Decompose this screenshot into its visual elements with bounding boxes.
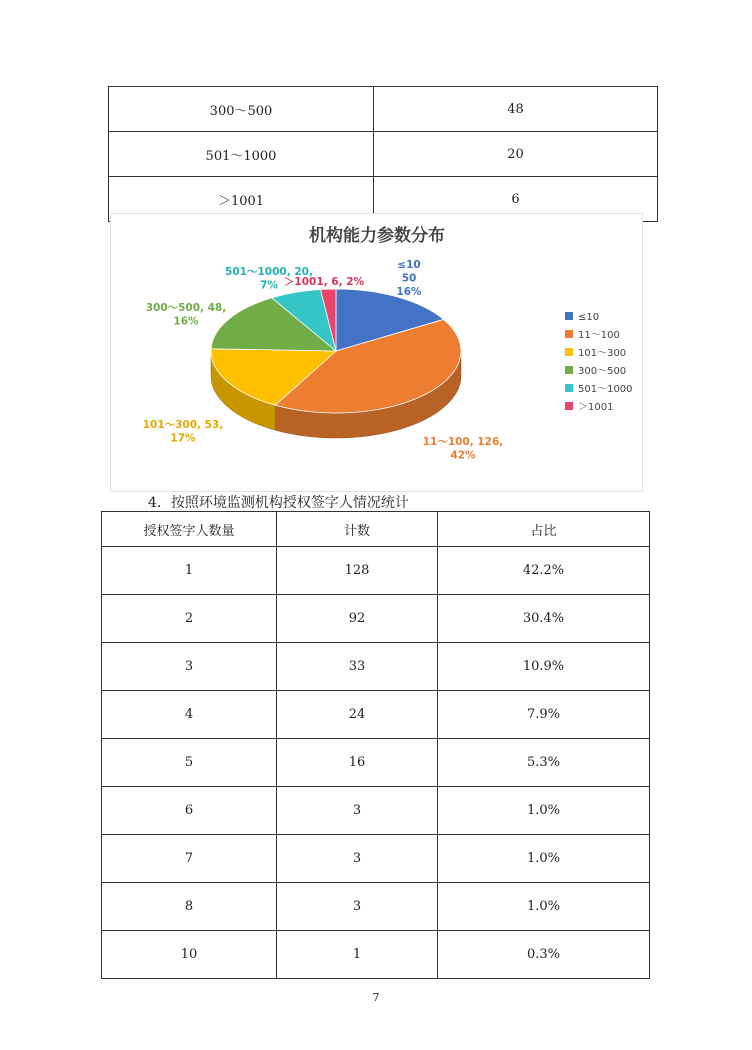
table-row xyxy=(109,132,658,177)
legend-swatch xyxy=(565,348,573,356)
percent-cell: 7.9% xyxy=(438,691,650,739)
percent-cell: 1.0% xyxy=(438,787,650,835)
legend-label: 11～100 xyxy=(578,330,620,341)
legend-label: 101～300 xyxy=(578,348,627,359)
table-row xyxy=(102,595,650,643)
count-cell: 128 xyxy=(277,547,438,595)
legend-swatch xyxy=(565,312,573,320)
percent-cell: 30.4% xyxy=(438,595,650,643)
table-row xyxy=(102,931,650,979)
count-cell: 20 xyxy=(374,132,658,177)
column-header: 授权签字人数量 xyxy=(102,512,277,547)
count-cell: 16 xyxy=(277,739,438,787)
signatory-count-cell: 5 xyxy=(102,739,277,787)
range-cell: 300～500 xyxy=(109,87,374,132)
percent-cell: 1.0% xyxy=(438,883,650,931)
count-cell: 3 xyxy=(277,835,438,883)
count-cell: 3 xyxy=(277,883,438,931)
percent-cell: 1.0% xyxy=(438,835,650,883)
legend-swatch xyxy=(565,402,573,410)
table-row xyxy=(102,643,650,691)
count-cell: 33 xyxy=(277,643,438,691)
legend-label: 501～1000 xyxy=(578,384,633,395)
signatory-count-cell: 10 xyxy=(102,931,277,979)
legend-swatch xyxy=(565,384,573,392)
table-row xyxy=(102,835,650,883)
legend-label: 300～500 xyxy=(578,366,627,377)
signatory-count-cell: 7 xyxy=(102,835,277,883)
page-number: 7 xyxy=(372,991,380,1004)
column-header: 计数 xyxy=(277,512,438,547)
data-label: 501～1000, 20, 7% xyxy=(225,266,313,292)
data-label: ＞1001, 6, 2% xyxy=(283,276,365,288)
count-cell: 3 xyxy=(277,787,438,835)
signatory-count-cell: 4 xyxy=(102,691,277,739)
data-label: 11～100, 126, 42% xyxy=(422,436,504,462)
data-label: 300～500, 48, 16% xyxy=(145,302,227,328)
column-header: 占比 xyxy=(438,512,650,547)
pie-chart xyxy=(111,214,642,491)
count-cell: 92 xyxy=(277,595,438,643)
count-cell: 6 xyxy=(374,177,658,222)
count-cell: 1 xyxy=(277,931,438,979)
institution-range-table xyxy=(108,86,658,222)
range-cell: ＞1001 xyxy=(109,177,374,222)
percent-cell: 42.2% xyxy=(438,547,650,595)
section-heading: 4．按照环境监测机构授权签字人情况统计 xyxy=(148,495,409,511)
chart-title: 机构能力参数分布 xyxy=(309,226,445,246)
table-row xyxy=(102,739,650,787)
percent-cell: 10.9% xyxy=(438,643,650,691)
count-cell: 24 xyxy=(277,691,438,739)
pie-chart-container xyxy=(110,213,643,492)
legend-label: ≤10 xyxy=(578,312,600,323)
table-row xyxy=(102,547,650,595)
data-label: 101～300, 53, 17% xyxy=(142,419,224,445)
signatory-count-cell: 2 xyxy=(102,595,277,643)
legend-swatch xyxy=(565,366,573,374)
legend-label: ＞1001 xyxy=(578,402,614,413)
signatory-count-cell: 3 xyxy=(102,643,277,691)
table-row xyxy=(102,787,650,835)
table-row xyxy=(109,87,658,132)
signatory-stats-table xyxy=(101,511,650,979)
percent-cell: 5.3% xyxy=(438,739,650,787)
signatory-count-cell: 8 xyxy=(102,883,277,931)
data-label: ≤10 50 16% xyxy=(396,259,422,298)
table-row xyxy=(102,691,650,739)
count-cell: 48 xyxy=(374,87,658,132)
signatory-count-cell: 1 xyxy=(102,547,277,595)
table-header-row xyxy=(102,512,650,547)
table-row xyxy=(102,883,650,931)
range-cell: 501～1000 xyxy=(109,132,374,177)
percent-cell: 0.3% xyxy=(438,931,650,979)
legend-swatch xyxy=(565,330,573,338)
signatory-count-cell: 6 xyxy=(102,787,277,835)
